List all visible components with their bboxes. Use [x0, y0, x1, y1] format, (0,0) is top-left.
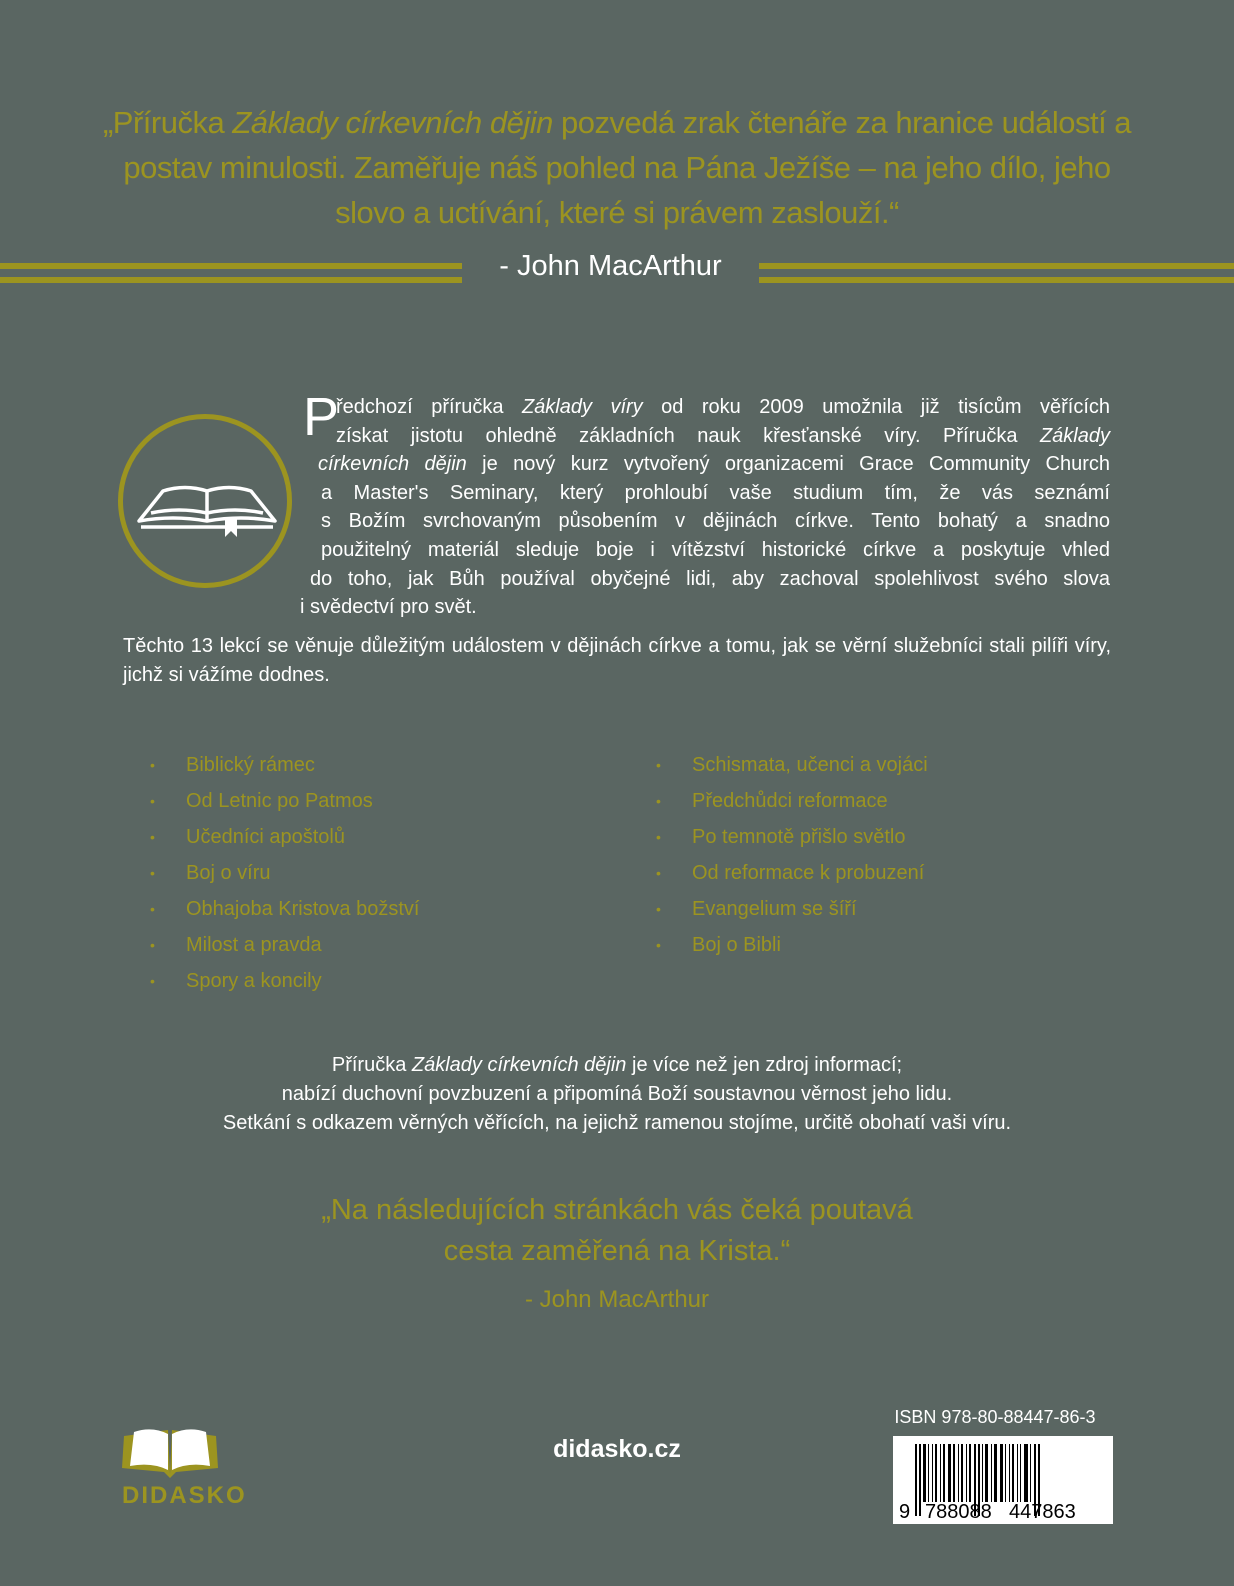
closing-line-1: Příručka Základy církevních dějin je více než jen zdroj informací;: [331, 1054, 903, 1076]
barcode-bar: [1024, 1444, 1028, 1502]
barcode-bar: [969, 1444, 971, 1502]
lesson-item: • Boj o víru: [150, 855, 419, 891]
divider-stripe-left-2: [0, 277, 462, 283]
intro-line: použitelný materiál sleduje boje i vítězství historické církve a poskytuje vhled: [321, 538, 1110, 561]
barcode-bar: [915, 1444, 917, 1516]
barcode-bar: [991, 1444, 992, 1502]
logo-book-icon: [120, 1428, 220, 1480]
lesson-item: • Biblický rámec: [150, 747, 419, 783]
bottom-quote: [210, 1190, 1024, 1272]
top-quote-title: Základy církevních dějin: [232, 105, 553, 140]
barcode-digit-prefix: 9: [899, 1501, 911, 1523]
barcode-bar: [953, 1444, 955, 1502]
barcode-bar: [1017, 1444, 1018, 1502]
intro-line: a Master's Seminary, který prohloubí vaše studium tím, že vás seznámí: [321, 481, 1110, 504]
barcode-bar: [923, 1444, 926, 1502]
barcode-bar: [932, 1444, 933, 1502]
logo-text: DIDASKO: [122, 1482, 247, 1509]
barcode-bar: [1005, 1444, 1006, 1502]
bullet-icon: •: [150, 829, 155, 845]
barcode-bar: [935, 1444, 937, 1502]
lesson-item: • Předchůdci reformace: [656, 783, 928, 819]
barcode-bar: [928, 1444, 929, 1502]
isbn-label: ISBN 978-80-88447-86-3: [894, 1407, 1096, 1427]
lesson-item: • Od Letnic po Patmos: [150, 783, 419, 819]
open-book-icon: [118, 414, 292, 588]
bullet-icon: •: [150, 973, 155, 989]
bullet-icon: •: [656, 757, 661, 773]
bullet-icon: •: [656, 901, 661, 917]
intro-line: do toho, jak Bůh používal obyčejné lidi, aby zachoval spolehlivost svého slova: [310, 567, 1110, 590]
barcode-bar: [1000, 1444, 1003, 1502]
lesson-item: • Boj o Bibli: [656, 927, 928, 963]
open-book-icon-svg: [137, 469, 277, 539]
lesson-item: • Milost a pravda: [150, 927, 419, 963]
barcode-bar: [943, 1444, 945, 1502]
bullet-icon: •: [656, 865, 661, 881]
closing-paragraph: [110, 1051, 1124, 1138]
barcode-digits-right: 447863: [1009, 1501, 1076, 1523]
bullet-icon: •: [150, 937, 155, 953]
barcode-bar: [1012, 1444, 1014, 1502]
lessons-intro: Těchto 13 lekcí se věnuje důležitým událostem v dějinách církve a tomu, jak se věrní služebníci stali pilíři víry, jichž si vážíme dodnes.: [123, 635, 1111, 686]
bullet-icon: •: [656, 829, 661, 845]
intro-paragraph: [300, 393, 1110, 622]
intro-line: i svědectví pro svět.: [300, 596, 477, 619]
bottom-quote-attribution: - John MacArthur: [524, 1286, 710, 1313]
intro-line: získat jistotu ohledně základních nauk křesťanské víry. Příručka Základy: [336, 424, 1110, 447]
isbn-barcode: [893, 1436, 1113, 1524]
barcode-bar: [961, 1444, 963, 1502]
divider-stripe-right-2: [759, 277, 1234, 283]
bottom-quote-line-1: „Na následujících stránkách vás čeká poutavá: [321, 1194, 913, 1226]
bullet-icon: •: [656, 793, 661, 809]
barcode-bar: [982, 1444, 983, 1502]
bullet-icon: •: [150, 757, 155, 773]
barcode-bar: [966, 1444, 967, 1502]
barcode-bar: [994, 1444, 997, 1502]
bullet-icon: •: [150, 865, 155, 881]
barcode-bar: [958, 1444, 959, 1502]
barcode-svg: [893, 1436, 1113, 1524]
intro-line: církevních dějin je nový kurz vytvořený organizacemi Grace Community Church: [318, 453, 1110, 476]
lesson-list-right: [656, 747, 928, 963]
bullet-icon: •: [150, 793, 155, 809]
bullet-icon: •: [150, 901, 155, 917]
top-quote-open: „Příručka: [102, 105, 233, 140]
intro-line: ředchozí příručka Základy víry od roku 2009 umožnila již tisícům věřících: [336, 396, 1110, 418]
drop-cap: P: [303, 387, 340, 447]
bullet-icon: •: [656, 937, 661, 953]
lesson-item: • Obhajoba Kristova božství: [150, 891, 419, 927]
barcode-bar: [1030, 1444, 1031, 1502]
lesson-list-left: [150, 747, 419, 999]
closing-line-2: nabízí duchovní povzbuzení a připomíná Boží soustavnou věrnost jeho lidu.: [281, 1083, 953, 1105]
divider-stripe-left-1: [0, 263, 462, 269]
barcode-bar: [1020, 1444, 1021, 1502]
top-quote-rest: pozvedá zrak čtenáře za hranice událostí a postav minulosti. Zaměřuje náš pohled na Pána Ježíše – na jeho dílo, jeho slovo a uctívání, které si právem zaslouží.“: [123, 105, 1132, 230]
lesson-item: • Spory a koncily: [150, 963, 419, 999]
lesson-item: • Učedníci apoštolů: [150, 819, 419, 855]
lesson-item: • Od reformace k probuzení: [656, 855, 928, 891]
lesson-item: • Evangelium se šíří: [656, 891, 928, 927]
barcode-bar: [948, 1444, 951, 1502]
bottom-quote-line-2: cesta zaměřená na Krista.“: [443, 1235, 791, 1267]
barcode-bar: [919, 1444, 921, 1516]
barcode-bar: [1009, 1444, 1010, 1502]
top-quote-attribution: - John MacArthur: [499, 250, 722, 282]
barcode-bar: [985, 1444, 988, 1502]
top-quote: [100, 100, 1134, 235]
lesson-item: • Po temnotě přišlo světlo: [656, 819, 928, 855]
website-link[interactable]: didasko.cz: [553, 1435, 681, 1463]
barcode-digits-left: 788088: [925, 1501, 992, 1523]
divider-stripe-right-1: [759, 263, 1234, 269]
intro-line: s Božím svrchovaným působením v dějinách církve. Tento bohatý a snadno: [321, 510, 1110, 533]
barcode-bar: [940, 1444, 941, 1502]
lesson-item: • Schismata, učenci a vojáci: [656, 747, 928, 783]
closing-line-3: Setkání s odkazem věrných věřících, na jejichž ramenou stojíme, určitě obohatí vaši víru.: [222, 1112, 1012, 1134]
